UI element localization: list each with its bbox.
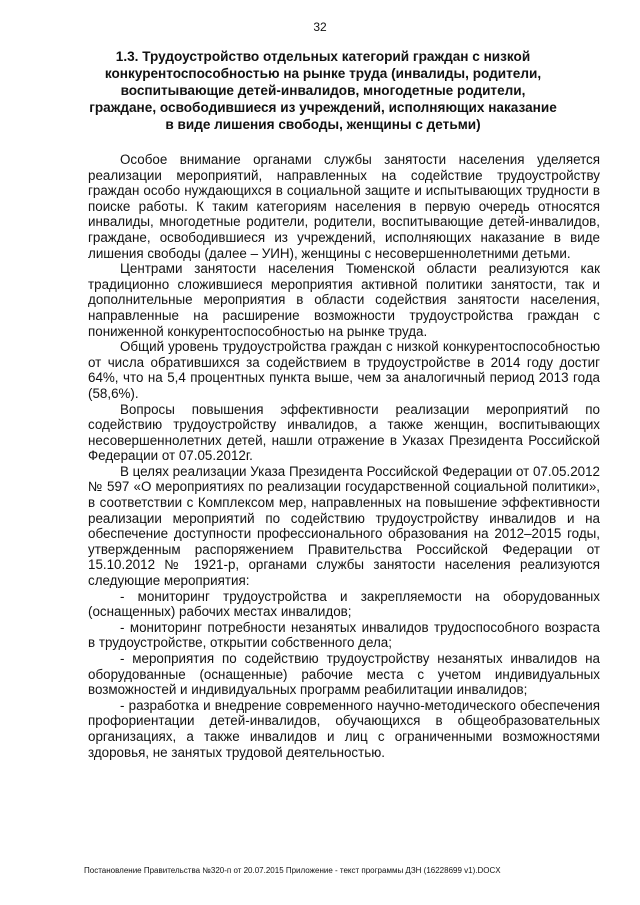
list-item: - мониторинг трудоустройства и закрепляемости на оборудованных (оснащенных) рабочих местах инвалидов;	[88, 588, 600, 620]
section-heading: 1.3. Трудоустройство отдельных категорий граждан с низкой конкурентоспособностью на рынке труда (инвалиды, родители, воспитывающие детей-инвалидов, многодетные родители, граждане, освободившиеся из учреждений, исполняющих наказание в виде лишения свободы, женщины с детьми)	[89, 49, 557, 132]
list-item: - мониторинг потребности незанятых инвалидов трудоспособного возраста в трудоустройстве, открытии собственного дела;	[88, 619, 600, 651]
footer-note: Постановление Правительства №320-п от 20.07.2015 Приложение - текст программы ДЗН (16228699 v1).DOCX	[84, 866, 501, 875]
page-number: 32	[313, 20, 327, 34]
paragraph: Вопросы повышения эффективности реализации мероприятий по содействию трудоустройству инвалидов, а также женщин, воспитывающих несовершеннолетних детей, нашли отражение в Указах Президента Российской Федерации от 07.05.2012г.	[88, 401, 600, 464]
paragraph: В целях реализации Указа Президента Российской Федерации от 07.05.2012 № 597 «О мероприятиях по реализации государственной социальной политики», в соответствии с Комплексом мер, направленных на повышение эффективности реализации мероприятий по содействию трудоустройству инвалидов и на обеспечение доступности профессионального образования на 2012–2015 годы, утвержденным распоряжением Правительства Российской Федерации от 15.10.2012 № 1921-р, органами службы занятости населения реализуются следующие мероприятия:	[88, 463, 600, 589]
document-body	[88, 152, 600, 760]
list-item: - разработка и внедрение современного научно-методического обеспечения профориентации детей-инвалидов, обучающихся в общеобразовательных организациях, а также инвалидов и лиц с ограниченными возможностями здоровья, не занятых трудовой деятельностью.	[88, 697, 600, 760]
paragraph: Особое внимание органами службы занятости населения уделяется реализации мероприятий, направленных на содействие трудоустройству граждан особо нуждающихся в социальной защите и испытывающих трудности в поиске работы. К таким категориям населения в первую очередь относятся инвалиды, многодетные родители, родители, воспитывающие детей-инвалидов, граждане, освободившиеся из учреждений, исполняющих наказание в виде лишения свободы (далее – УИН), женщины с несовершеннолетними детьми.	[88, 152, 600, 261]
paragraph: Общий уровень трудоустройства граждан с низкой конкурентоспособностью от числа обратившихся за содействием в трудоустройстве в 2014 году достиг 64%, что на 5,4 процентных пункта выше, чем за аналогичный период 2013 года (58,6%).	[88, 339, 600, 401]
list-item: - мероприятия по содействию трудоустройству незанятых инвалидов на оборудованные (оснащенные) рабочие места с учетом индивидуальных возможностей и индивидуальных программ реабилитации инвалидов;	[88, 651, 600, 698]
paragraph: Центрами занятости населения Тюменской области реализуются как традиционно сложившиеся мероприятия активной политики занятости, так и дополнительные мероприятия в области содействия занятости населения, направленные на расширение возможности трудоустройства граждан с пониженной конкурентоспособностью на рынке труда.	[88, 261, 600, 339]
